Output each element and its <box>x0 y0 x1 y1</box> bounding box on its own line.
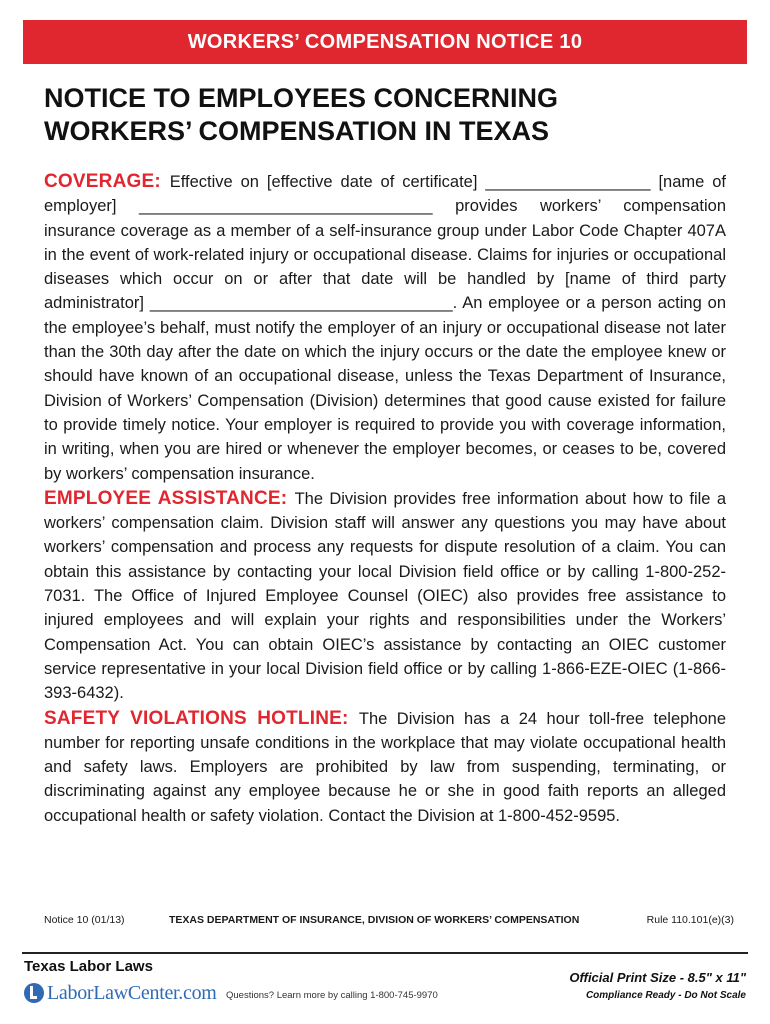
check-circle-icon <box>24 983 44 1003</box>
notice-footer <box>44 914 734 930</box>
agency-name: TEXAS DEPARTMENT OF INSURANCE, DIVISION OF WORKERS’ COMPENSATION <box>169 914 580 926</box>
notice-banner: WORKERS’ COMPENSATION NOTICE 10 <box>23 20 747 64</box>
safety-heading: SAFETY VIOLATIONS HOTLINE: <box>44 707 359 729</box>
title-line-2: WORKERS’ COMPENSATION IN TEXAS <box>44 116 550 146</box>
brand-logo[interactable] <box>24 980 217 1006</box>
notice-body <box>44 170 726 829</box>
safety-section <box>44 707 726 828</box>
print-size-label: Official Print Size - 8.5" x 11" <box>569 970 746 985</box>
coverage-section <box>44 170 726 486</box>
page-title <box>44 82 734 148</box>
brand-title: Texas Labor Laws <box>24 958 153 975</box>
assistance-heading: EMPLOYEE ASSISTANCE: <box>44 487 295 509</box>
logo-text: LaborLawCenter.com <box>47 981 217 1004</box>
notice-number: Notice 10 (01/13) <box>44 914 125 926</box>
coverage-heading: COVERAGE: <box>44 171 170 192</box>
safety-text: The Division has a 24 hour toll-free telephone number for reporting unsafe conditions in the workplace that may violate occupational health and safety laws. Employers are prohibited by law from suspending, terminating, or discriminating against any employee because he or she in good faith reports an alleged occupational health or safety violation. Contact the Division at 1-800-452-9595. <box>44 709 727 825</box>
footer-divider <box>22 952 748 954</box>
compliance-label: Compliance Ready - Do Not Scale <box>585 990 746 1001</box>
coverage-text: Effective on [effective date of certificate] __________________ [name of employer] ________________________________ provides workers’ compensation insurance coverage as a member of a self-insurance group under Labor Code Chapter 407A in the event of work-related injury or occupational disease. Claims for injuries or occupational diseases which occur on or after that date will be handled by [name of third party administrator] _________________________________. An employee or a person acting on the employee’s behalf, must notify the employer of an injury or occupational disease not later than the 30th day after the date on which the injury occurs or the date the employee knew or should have known of an occupational disease, unless the Texas Department of Insurance, Division of Workers’ Compensation (Division) determines that good cause existed for failure to provide timely notice. Your employer is required to provide you with coverage information, in writing, when you are hired or whenever the employer becomes, or ceases to be, covered by workers’ compensation insurance. <box>44 173 726 483</box>
questions-phone: Questions? Learn more by calling 1-800-745-9970 <box>226 990 438 1001</box>
assistance-text: The Division provides free information about how to file a workers’ compensation claim. Division staff will answer any questions you may have about workers’ compensation and process any requests for dispute resolution of a claim. You can obtain this assistance by contacting your local Division field office or by calling 1-800-252-7031. The Office of Injured Employee Counsel (OIEC) also provides free assistance to injured employees and will explain your rights and responsibilities under the Workers’ Compensation Act. You can obtain OIEC’s assistance by contacting an OIEC customer service representative in your local Division field office or by calling 1-866-EZE-OIEC (1-866-393-6432). <box>44 489 726 703</box>
title-line-1: NOTICE TO EMPLOYEES CONCERNING <box>44 83 559 113</box>
rule-reference: Rule 110.101(e)(3) <box>646 914 734 926</box>
assistance-section <box>44 487 726 706</box>
